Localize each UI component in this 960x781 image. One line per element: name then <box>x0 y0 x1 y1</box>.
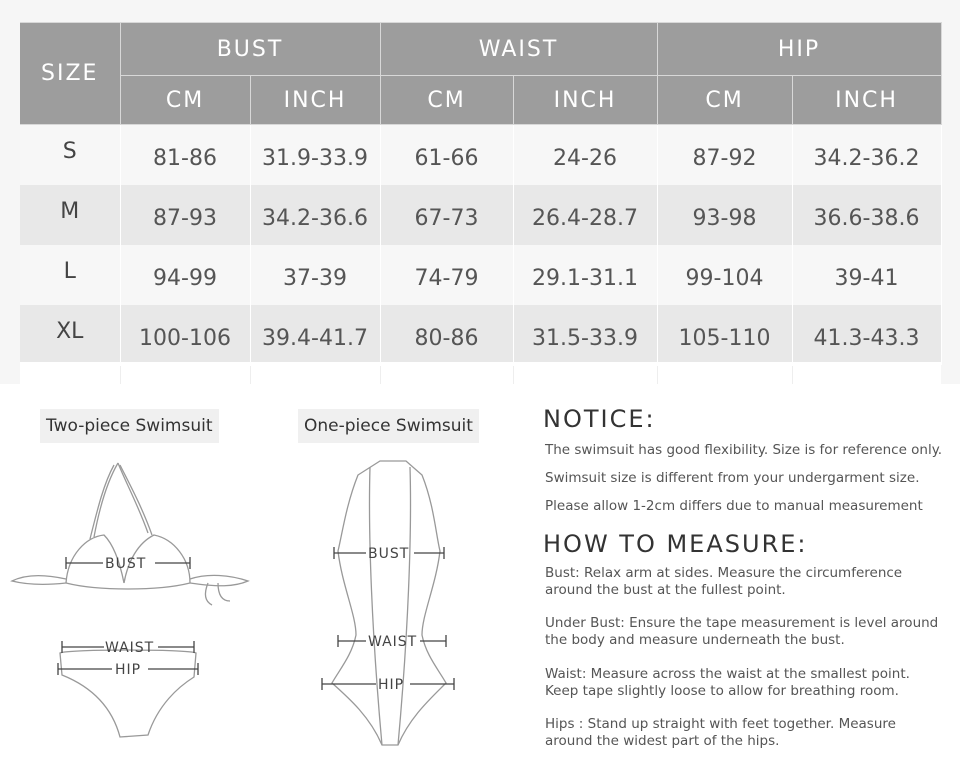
notice-line: The swimsuit has good flexibility. Size is for reference only. <box>545 442 943 458</box>
size-cell: XL <box>20 305 120 365</box>
size-cell: M <box>20 185 120 245</box>
value-cell: 61-66 <box>380 125 513 185</box>
table-row <box>20 125 941 185</box>
value-cell: 39-41 <box>792 245 941 305</box>
notice-title: NOTICE: <box>543 405 656 433</box>
value-cell: 74-79 <box>380 245 513 305</box>
value-cell: 105-110 <box>657 305 792 365</box>
one-piece-bust-label: BUST <box>368 546 410 562</box>
two-piece-swimsuit-illustration <box>8 455 258 755</box>
value-cell: 80-86 <box>380 305 513 365</box>
unit-header: CM <box>120 76 250 125</box>
two-piece-title: Two-piece Swimsuit <box>40 409 219 443</box>
unit-header: CM <box>380 76 513 125</box>
value-cell: 39.4-41.7 <box>250 305 380 365</box>
one-piece-title: One-piece Swimsuit <box>298 409 479 443</box>
value-cell: 100-106 <box>120 305 250 365</box>
size-cell: S <box>20 125 120 185</box>
waist-group-header: WAIST <box>380 23 657 76</box>
unit-header: INCH <box>250 76 380 125</box>
value-cell: 93-98 <box>657 185 792 245</box>
unit-header: CM <box>657 76 792 125</box>
value-cell: 31.5-33.9 <box>513 305 657 365</box>
table-row <box>20 185 941 245</box>
table-row <box>20 245 941 305</box>
notice-line: Swimsuit size is different from your undergarment size. <box>545 470 920 486</box>
hip-group-header: HIP <box>657 23 941 76</box>
value-cell: 67-73 <box>380 185 513 245</box>
value-cell: 37-39 <box>250 245 380 305</box>
size-column-header: SIZE <box>20 23 120 125</box>
size-cell: L <box>20 245 120 305</box>
value-cell: 87-93 <box>120 185 250 245</box>
value-cell: 36.6-38.6 <box>792 185 941 245</box>
value-cell: 29.1-31.1 <box>513 245 657 305</box>
one-piece-waist-label: WAIST <box>368 634 418 650</box>
value-cell: 99-104 <box>657 245 792 305</box>
measure-instruction: Hips : Stand up straight with feet together. Measure around the widest part of the hips. <box>545 716 896 749</box>
table-row <box>20 305 941 365</box>
measure-instruction: Under Bust: Ensure the tape measurement is level around the body and measure underneath the bust. <box>545 615 939 648</box>
two-piece-waist-label: WAIST <box>105 640 155 656</box>
value-cell: 41.3-43.3 <box>792 305 941 365</box>
value-cell: 94-99 <box>120 245 250 305</box>
value-cell: 31.9-33.9 <box>250 125 380 185</box>
bust-group-header: BUST <box>120 23 380 76</box>
value-cell: 34.2-36.2 <box>792 125 941 185</box>
value-cell: 26.4-28.7 <box>513 185 657 245</box>
how-to-measure-title: HOW TO MEASURE: <box>543 530 808 558</box>
value-cell: 34.2-36.6 <box>250 185 380 245</box>
measure-instruction: Waist: Measure across the waist at the smallest point. Keep tape slightly loose to allow for breathing room. <box>545 666 910 699</box>
one-piece-hip-label: HIP <box>378 677 405 693</box>
value-cell: 81-86 <box>120 125 250 185</box>
one-piece-swimsuit-illustration <box>310 455 470 755</box>
value-cell: 87-92 <box>657 125 792 185</box>
value-cell: 24-26 <box>513 125 657 185</box>
measure-instruction: Bust: Relax arm at sides. Measure the circumference around the bust at the fullest point. <box>545 565 903 598</box>
size-chart-table <box>20 22 942 365</box>
unit-header: INCH <box>792 76 941 125</box>
table-footer-strip <box>20 362 941 384</box>
unit-header: INCH <box>513 76 657 125</box>
two-piece-hip-label: HIP <box>115 662 142 678</box>
two-piece-bust-label: BUST <box>105 556 147 572</box>
notice-line: Please allow 1-2cm differs due to manual measurement <box>545 498 923 514</box>
